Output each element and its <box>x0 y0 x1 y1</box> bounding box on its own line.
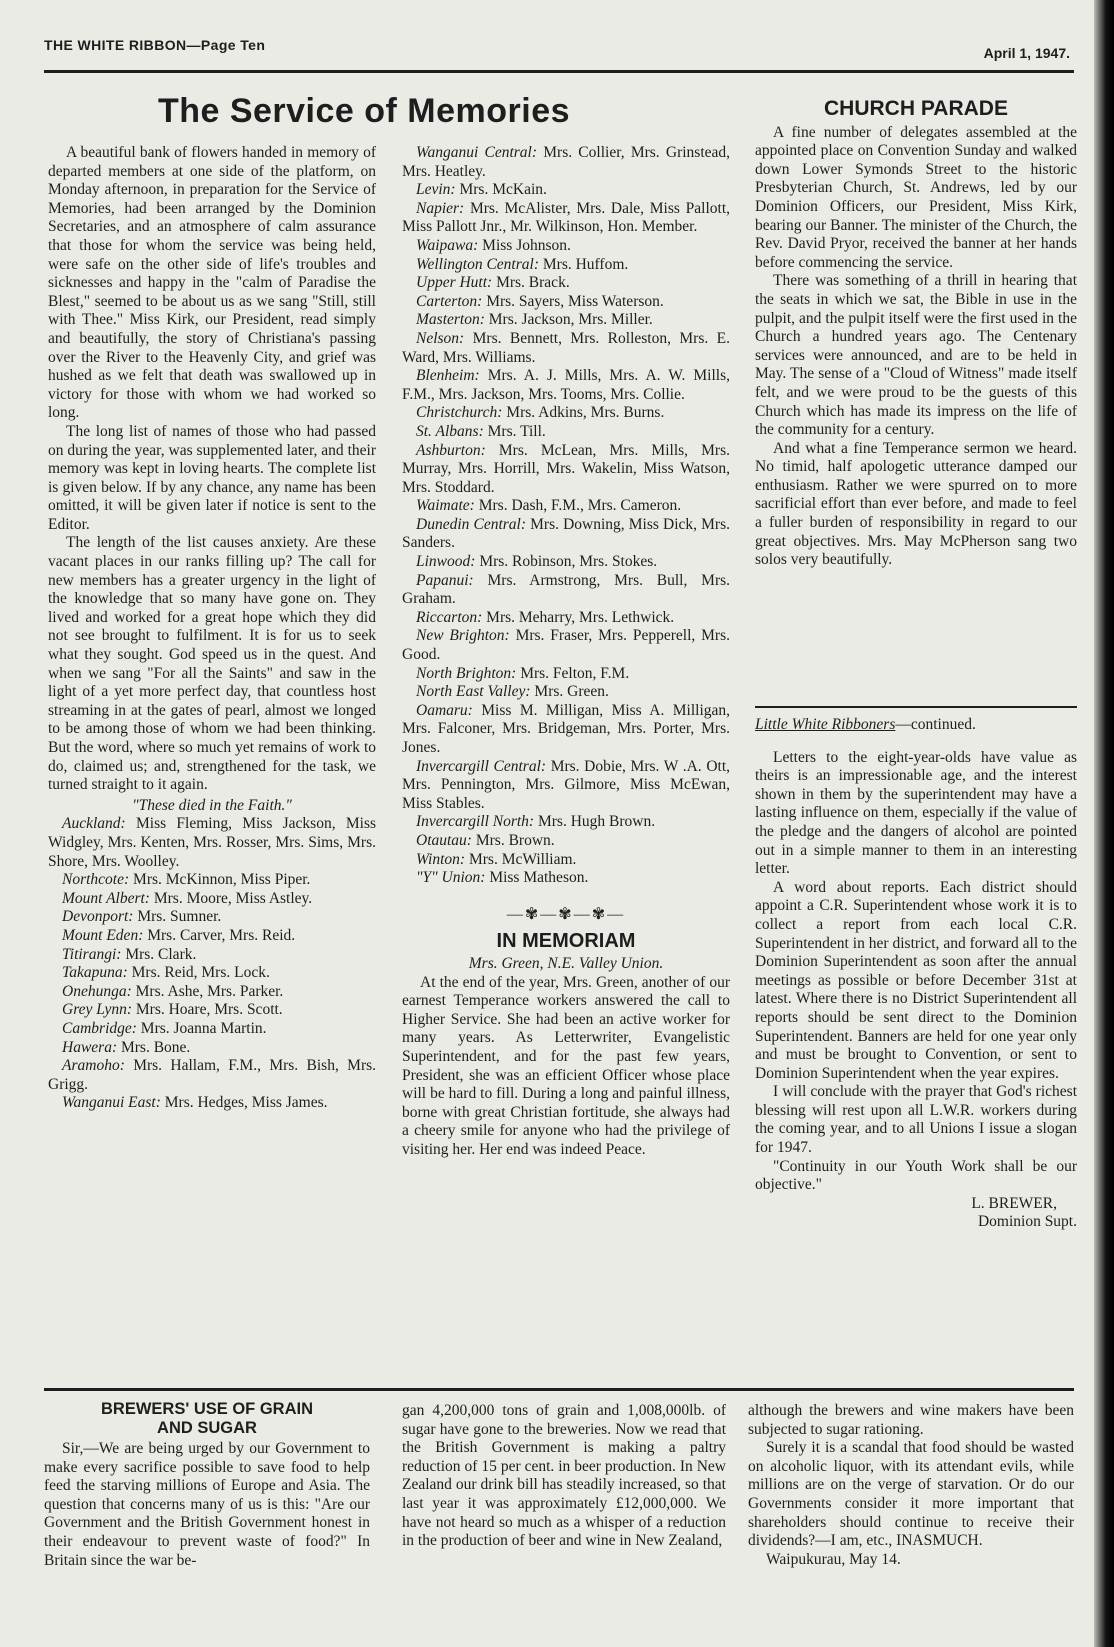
union-name: Papanui: <box>416 571 474 589</box>
member-names: Mrs. Ashe, Mrs. Parker. <box>135 982 284 1000</box>
memoriam-title: IN MEMORIAM <box>496 930 636 953</box>
member-names: Mrs. Sayers, Miss Waterson. <box>486 292 664 310</box>
union-name: North Brighton: <box>416 664 517 682</box>
member-names: Mrs. McAlister, Mrs. Dale, Miss Pallott, Miss Pallott Jnr., Mr. Wilkinson, Hon. Member. <box>402 199 731 236</box>
member-names: Mrs. Hedges, Miss James. <box>164 1094 328 1112</box>
service-column-2 <box>402 144 730 1159</box>
memorial-entry <box>402 181 730 200</box>
member-names: Mrs. Hugh Brown. <box>537 813 656 831</box>
memorial-entry <box>48 908 376 927</box>
member-names: Mrs. McWilliam. <box>468 850 577 868</box>
church-paragraph: And what a fine Temperance sermon we heard. No timid, half apologetic utterance damped our enthusiasm. Rather we were spurred on to more sacrificial effort than ever before, and made to feel a fuller burden of responsibility in regard to our great objectives. Mrs. May McPherson sang two solos very beautifully. <box>755 439 1077 569</box>
union-name: Takapuna: <box>62 964 128 982</box>
member-names: Mrs. Felton, F.M. <box>520 664 630 682</box>
member-names: Mrs. Adkins, Mrs. Burns. <box>506 404 665 422</box>
union-name: Nelson: <box>416 329 465 347</box>
memorial-entry <box>402 293 730 312</box>
memorial-entry <box>402 274 730 293</box>
member-names: Mrs. McLean, Mrs. Mills, Mrs. Murray, Mrs. Horrill, Mrs. Wakelin, Miss Watson, Mrs. Stoddard. <box>402 441 730 496</box>
union-name: Onehunga: <box>62 982 132 1000</box>
union-name: Blenheim: <box>416 367 480 385</box>
service-column-1 <box>48 144 376 1113</box>
union-name: Linwood: <box>416 553 476 571</box>
memorial-entry <box>402 200 730 237</box>
member-names: Mrs. Brown. <box>475 831 555 849</box>
member-names: Mrs. Carver, Mrs. Reid. <box>147 926 296 944</box>
page-edge-shadow <box>1094 0 1114 1647</box>
member-names: Mrs. Collier, Mrs. Grinstead, Mrs. Heatley. <box>402 144 731 180</box>
member-names: Mrs. Clark. <box>125 945 197 963</box>
brewers-text: although the brewers and wine makers have been subjected to sugar rationing. <box>748 1402 1074 1438</box>
union-name: Mount Eden: <box>62 926 144 944</box>
union-name: Upper Hutt: <box>416 274 493 292</box>
memorial-entry <box>402 758 730 814</box>
church-column <box>755 97 1077 570</box>
union-name: Waipawa: <box>416 236 479 254</box>
memorial-entry <box>48 1057 376 1094</box>
union-name: Waimate: <box>416 497 475 515</box>
memorial-entry <box>48 815 376 871</box>
union-name: Cambridge: <box>62 1019 137 1037</box>
ribboners-paragraph: Letters to the eight-year-olds have value as theirs is an impressionable age, and the interest shown in them by the superintendent may have a lasting influence on them, especially if the value of the pledge and the dangers of alcohol are pointed out in a simple manner to them in an interesting letter. <box>755 748 1077 878</box>
union-name: Invercargill North: <box>416 813 535 831</box>
memorial-entry <box>402 851 730 870</box>
brewers-text: Sir,—We are being urged by our Government to make every sacrifice possible to save food to help feed the starving millions of Europe and Asia. The question that concerns many of us is this: "Are our Government and the British Government honest in their endeavour to prevent waste of food?" In Britain since the war be- <box>44 1440 370 1569</box>
union-name: Napier: <box>416 199 465 217</box>
union-name: Devonport: <box>62 908 134 926</box>
union-name: Levin: <box>416 181 456 199</box>
member-names: Mrs. Robinson, Mrs. Stokes. <box>479 553 658 571</box>
member-names: Miss Fleming, Miss Jackson, Miss Widgley, Mrs. Kenten, Mrs. Rosser, Mrs. Sims, Mrs. Shore, Mrs. Woolley. <box>48 815 377 870</box>
memorial-entry <box>402 311 730 330</box>
union-name: Titirangi: <box>62 945 122 963</box>
member-names: Mrs. Hoare, Mrs. Scott. <box>135 1001 283 1019</box>
member-names: Mrs. Dobie, Mrs. W .A. Ott, Mrs. Pennington, Mrs. Gilmore, Miss McEwan, Miss Stables. <box>402 757 730 812</box>
member-names: Mrs. Bennett, Mrs. Rolleston, Mrs. E. Ward, Mrs. Williams. <box>402 329 730 366</box>
member-names: Mrs. Dash, F.M., Mrs. Cameron. <box>478 497 682 515</box>
union-name: New Brighton: <box>416 627 510 645</box>
memoriam-subtitle: Mrs. Green, N.E. Valley Union. <box>468 954 664 972</box>
union-name: Carterton: <box>416 292 483 310</box>
memorial-entry <box>402 832 730 851</box>
memorial-list-col2 <box>402 144 730 888</box>
union-name: Hawera: <box>62 1038 118 1056</box>
church-title: CHURCH PARADE <box>824 97 1008 120</box>
member-names: Mrs. Joanna Martin. <box>140 1019 267 1037</box>
member-names: Miss M. Milligan, Miss A. Milligan, Mrs. Falconer, Mrs. Bridgeman, Mrs. Porter, Mrs. Jones. <box>402 701 731 756</box>
memorial-entry <box>402 256 730 275</box>
ribboners-column <box>755 716 1077 1232</box>
church-paragraph: A fine number of delegates assembled at the appointed place on Convention Sunday and walked down Lower Symonds Street to the historic Presbyterian Church, St. Andrews, led by our Dominion Officers, our President, Miss Kirk, bearing our Banner. The minister of the Church, the Rev. David Pryor, received the banner at her hands before commencing the service. <box>755 123 1077 271</box>
service-title: The Service of Memories <box>157 92 571 130</box>
union-name: Wanganui East: <box>62 1094 161 1112</box>
member-names: Mrs. Brack. <box>496 274 570 292</box>
brewers-place-date: Waipukurau, May 14. <box>766 1550 901 1568</box>
union-name: Northcote: <box>62 871 130 889</box>
union-name: Masterton: <box>416 311 485 329</box>
memorial-entry <box>48 983 376 1002</box>
memorial-entry <box>402 330 730 367</box>
section-rule <box>755 706 1077 708</box>
brewers-column-1 <box>44 1400 370 1570</box>
member-names: Mrs. Huffom. <box>542 255 629 273</box>
member-names: Mrs. Fraser, Mrs. Pepperell, Mrs. Good. <box>402 627 730 664</box>
memorial-entry <box>48 1001 376 1020</box>
service-paragraph: The length of the list causes anxiety. Are these vacant places in our ranks filling up? The call for new members has a greater urgency in the light of the knowledge that so many have gone on. They lived and worked for a great hope which they did not see brought to fulfilment. It is for us to seek what they sought. God speed us in the quest. And when we sang "For all the Saints" and saw in the light of a yet more perfect day, that countless host streaming in at the gates of pearl, almost we longed to be among those of whom we had been thinking. But the word, where so much yet remains of work to do, claimed us; and, strengthened for the task, we turned straight to it again. <box>48 534 376 794</box>
memorial-list-col1 <box>48 815 376 1113</box>
memorial-entry <box>402 423 730 442</box>
member-names: Mrs. A. J. Mills, Mrs. A. W. Mills, F.M., Mrs. Jackson, Mrs. Tooms, Mrs. Collie. <box>402 367 730 403</box>
memorial-entry <box>402 516 730 553</box>
union-name: North East Valley: <box>416 683 531 701</box>
ribboners-paragraph: I will conclude with the prayer that God's richest blessing will rest upon all L.W.R. workers during the coming year, and to all Unions I issue a slogan for 1947. <box>755 1083 1077 1157</box>
memorial-entry <box>48 1020 376 1039</box>
memorial-entry <box>402 813 730 832</box>
service-paragraph: A beautiful bank of flowers handed in memory of departed members at one side of the platform, on Monday afternoon, in preparation for the Service of Memories, had been arranged by the Dominion Secretaries, and an atmosphere of calm assurance that those for whom the service was being held, were safe on the other side of life's troubles and sicknesses and happy in the "calm of Paradise the Blest," seemed to be about us as we sang "Still, still with Thee." Miss Kirk, our President, read simply and beautifully, the story of Christiana's passing over the River to the Heavenly City, and grief was hushed as we felt that death was swallowed up in victory for those with whom we had worked so long. <box>48 144 376 422</box>
memorial-entry <box>48 927 376 946</box>
memorial-entry <box>402 367 730 404</box>
memorial-entry <box>402 442 730 498</box>
member-names: Mrs. Green. <box>534 683 609 701</box>
memorial-entry <box>402 627 730 664</box>
running-header: THE WHITE RIBBON—Page Ten <box>44 37 266 53</box>
memorial-entry <box>402 237 730 256</box>
union-name: Grey Lynn: <box>62 1001 132 1019</box>
union-name: Ashburton: <box>416 441 486 459</box>
signature: L. BREWER, <box>971 1194 1057 1212</box>
member-names: Mrs. McKain. <box>459 181 547 199</box>
ribboners-heading: Little White Ribboners—continued. <box>755 716 976 733</box>
brewers-column-2 <box>402 1402 726 1551</box>
memoriam-text: At the end of the year, Mrs. Green, another of our earnest Temperance workers answered the call to Higher Service. She had been an active worker for many years. As Letterwriter, Evangelistic Superintendent, and for the past few years, President, she was an efficient Officer whose place will be hard to fill. During a long and painful illness, borne with great Christian fortitude, she always had a cheery smile for anyone who had the privilege of visiting her. Her end was indeed Peace. <box>402 973 730 1158</box>
member-names: Mrs. Moore, Miss Astley. <box>153 889 313 907</box>
brewers-text: Surely it is a scandal that food should be wasted on alcoholic liquor, with its attendant evils, while millions are on the verge of starvation. Or do our Governments consider it more important that shareholders should continue to receive their dividends?—I am, etc., INASMUCH. <box>748 1439 1074 1550</box>
union-name: Dunedin Central: <box>416 515 527 533</box>
memorial-entry <box>48 946 376 965</box>
memorial-entry <box>402 553 730 572</box>
memorial-entry <box>402 144 730 181</box>
member-names: Mrs. Downing, Miss Dick, Mrs. Sanders. <box>402 515 730 552</box>
brewers-text: gan 4,200,000 tons of grain and 1,008,000lb. of sugar have gone to the breweries. Now we read that the British Government is making a paltry reduction of 15 per cent. in beer production. In New Zealand our drink bill has steadily increased, so that last year it was approximately £12,000,000. We have not heard so much as a whisper of a reduction in the production of beer and wine in New Zealand, <box>402 1402 726 1550</box>
union-name: Winton: <box>416 850 466 868</box>
ornament-divider: —✾—✾—✾— <box>506 905 626 923</box>
memorial-entry <box>402 702 730 758</box>
member-names: Miss Matheson. <box>489 869 589 887</box>
ribboners-paragraph: "Continuity in our Youth Work shall be our objective." <box>755 1157 1077 1194</box>
bottom-section-rule <box>44 1388 1074 1391</box>
union-name: Mount Albert: <box>62 889 150 907</box>
member-names: Mrs. Sumner. <box>137 908 222 926</box>
ribboners-paragraph: A word about reports. Each district should appoint a C.R. Superintendent whose work it is to collect a report from each local C.R. Superintendent in her district, and forward all to the Dominion Superintendent as soon after the annual meetings as possible or before December 31st at latest. Where there is no District Superintendent all reports should be sent direct to the Dominion Superintendent. Banners are held for one year only and must be brought to Convention, or sent to Dominion Superintendent when the year expires. <box>755 878 1077 1082</box>
brewers-title-line1: BREWERS' USE OF GRAIN <box>100 1400 314 1418</box>
union-name: Otautau: <box>416 831 472 849</box>
member-names: Mrs. McKinnon, Miss Piper. <box>133 871 311 889</box>
member-names: Mrs. Armstrong, Mrs. Bull, Mrs. Graham. <box>402 571 731 608</box>
service-paragraph: The long list of names of those who had passed on during the year, was supplemented later, and their memory was kept in loving hearts. The complete list is given below. If by any chance, any name has been omitted, it will be given later if notice is sent to the Editor. <box>48 422 376 533</box>
union-name: Riccarton: <box>416 608 483 626</box>
union-name: Wellington Central: <box>416 255 539 273</box>
issue-date: April 1, 1947. <box>983 45 1070 61</box>
brewers-column-3 <box>748 1402 1074 1569</box>
union-name: Aramoho: <box>62 1057 125 1075</box>
member-names: Mrs. Bone. <box>120 1038 191 1056</box>
union-name: "Y" Union: <box>416 869 486 887</box>
church-paragraph: There was something of a thrill in hearing that the seats in which we sat, the Bible in use in the pulpit, and the pulpit itself were the first used in the Church a hundred years ago. The Centenary services were announced, and are to be held in May. The sense of a "Cloud of Witness" made itself felt, and we were proud to be the guests of this Church which has made its impress on the life of the community for a century. <box>755 272 1077 439</box>
memorial-entry <box>402 404 730 423</box>
memorial-entry <box>402 683 730 702</box>
member-names: Miss Johnson. <box>482 236 571 254</box>
signature-title: Dominion Supt. <box>977 1213 1077 1231</box>
member-names: Mrs. Hallam, F.M., Mrs. Bish, Mrs. Grigg. <box>48 1057 377 1093</box>
memorial-entry <box>402 609 730 628</box>
union-name: Oamaru: <box>416 701 473 719</box>
memorial-entry <box>402 497 730 516</box>
union-name: Wanganui Central: <box>416 144 538 161</box>
member-names: Mrs. Meharry, Mrs. Lethwick. <box>486 608 675 626</box>
memorial-entry <box>402 665 730 684</box>
memorial-entry <box>402 572 730 609</box>
memorial-entry <box>48 1039 376 1058</box>
union-name: St. Albans: <box>416 422 484 440</box>
union-name: Christchurch: <box>416 404 503 422</box>
member-names: Mrs. Till. <box>487 422 546 440</box>
memorial-entry <box>402 869 730 888</box>
union-name: Auckland: <box>62 815 126 833</box>
memorial-entry <box>48 871 376 890</box>
memorial-entry <box>48 964 376 983</box>
header-rule <box>44 70 1074 73</box>
brewers-title-line2: AND SUGAR <box>157 1419 257 1437</box>
list-heading: "These died in the Faith." <box>132 796 292 814</box>
member-names: Mrs. Reid, Mrs. Lock. <box>131 964 270 982</box>
memorial-entry <box>48 890 376 909</box>
member-names: Mrs. Jackson, Mrs. Miller. <box>488 311 653 329</box>
union-name: Invercargill Central: <box>416 757 547 775</box>
memorial-entry <box>48 1094 376 1113</box>
